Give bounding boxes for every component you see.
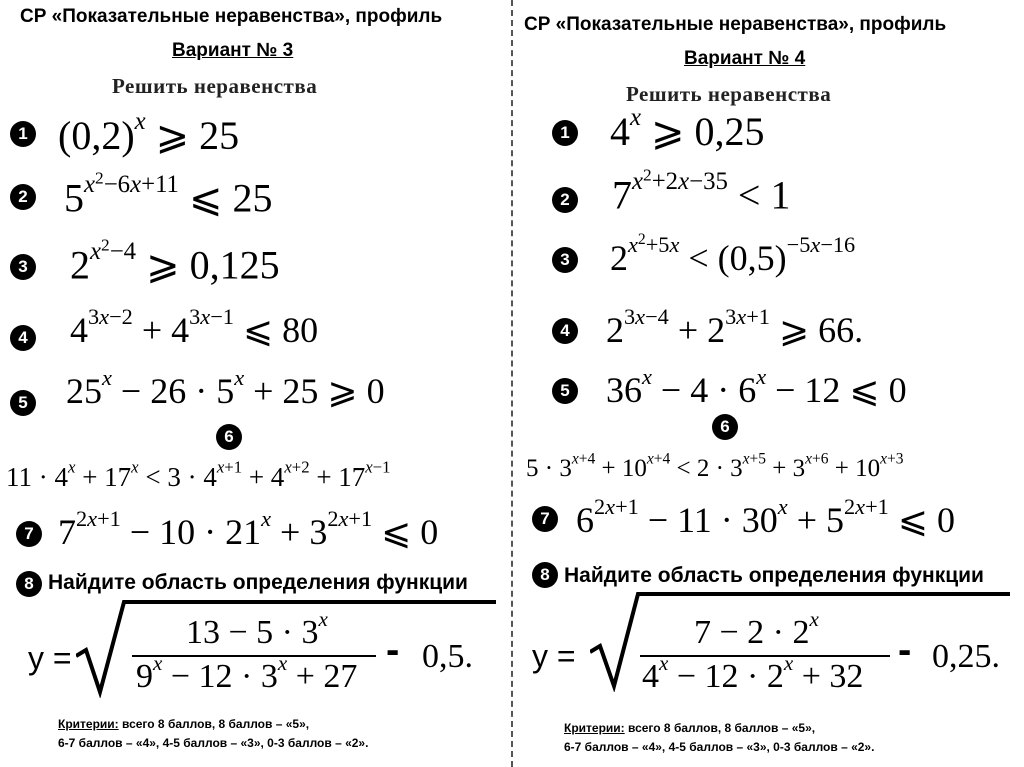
- variant-3-column: [0, 0, 510, 767]
- task-number-7: 7: [532, 506, 558, 532]
- function-formula: [514, 592, 1024, 695]
- task-8-text: Найдите область определения функции: [564, 564, 984, 587]
- minus-sign: -: [898, 628, 912, 672]
- constant-term: 0,25.: [932, 638, 1000, 675]
- y-equals: y =: [28, 640, 72, 676]
- task-4-inequality: $2^{3x-4} + 2^{3x+1}$ ⩾ 66.: [606, 304, 864, 350]
- criteria-line-1: всего 8 баллов, 8 баллов – «5»,: [118, 717, 310, 731]
- instruction-heading: Решить неравенства: [626, 82, 832, 106]
- fraction-numerator: $7 - 2 \cdot 2^x$: [694, 607, 819, 651]
- task-number-7: 7: [16, 521, 42, 547]
- worksheet-title: СР «Показательные неравенства», профиль: [524, 14, 947, 35]
- function-formula: [0, 600, 500, 700]
- task-5-inequality: $36^x - 4 \cdot 6^x - 12$ ⩽ 0: [606, 364, 907, 410]
- fraction-denominator: $9^x - 12 \cdot 3^x + 27$: [136, 651, 358, 695]
- task-number-2: 2: [552, 187, 578, 213]
- task-number-6: 6: [216, 424, 242, 450]
- instruction-heading: Решить неравенства: [112, 74, 318, 98]
- task-1-inequality: $(0,2)^x$ ⩾ 25: [58, 108, 240, 158]
- constant-term: 0,5.: [422, 638, 473, 675]
- criteria-line-2: 6-7 баллов – «4», 4-5 баллов – «3», 0-3 баллов – «2».: [58, 736, 369, 750]
- task-number-1: 1: [10, 121, 36, 147]
- task-7-inequality: $7^{2x+1} - 10 \cdot 21^x + 3^{2x+1}$ ⩽ 0: [58, 506, 439, 552]
- task-3-inequality: $2^{x^2-4}$ ⩾ 0,125: [70, 235, 280, 288]
- task-7-inequality: $6^{2x+1} - 11 \cdot 30^x + 5^{2x+1}$ ⩽ 0: [576, 494, 955, 540]
- task-1-inequality: 4$^x$ ⩾ 0,25: [610, 104, 765, 154]
- fraction-numerator: $13 - 5 \cdot 3^x$: [186, 607, 328, 651]
- fraction-denominator: $4^x - 12 \cdot 2^x + 32$: [642, 651, 864, 695]
- variant-4-column: [514, 0, 1024, 767]
- task-8-text: Найдите область определения функции: [48, 571, 468, 594]
- column-divider: [511, 0, 513, 767]
- task-number-6: 6: [712, 414, 738, 440]
- task-number-8: 8: [532, 562, 558, 588]
- task-number-2: 2: [10, 184, 36, 210]
- task-4-inequality: $4^{3x-2} + 4^{3x-1}$ ⩽ 80: [70, 304, 319, 350]
- task-6-inequality: $5 \cdot 3^{x+4} + 10^{x+4} < 2 \cdot 3^{x+5} + 3^{x+6} + 10^{x+3}$: [526, 450, 904, 482]
- task-number-4: 4: [552, 318, 578, 344]
- criteria-line-1: всего 8 баллов, 8 баллов – «5»,: [624, 721, 816, 735]
- task-5-inequality: $25^x - 26 \cdot 5^x + 25$ ⩾ 0: [66, 365, 385, 411]
- fraction-bar: [132, 655, 376, 657]
- task-number-4: 4: [10, 325, 36, 351]
- y-equals: y =: [532, 638, 576, 674]
- task-3-inequality: $2^{x^2+5x} < (0,5)^{-5x-16}$: [610, 231, 856, 278]
- task-number-1: 1: [552, 120, 578, 146]
- variant-label: Вариант № 3: [172, 40, 294, 61]
- task-number-5: 5: [552, 378, 578, 404]
- criteria-label: Критерии:: [564, 721, 625, 735]
- task-2-inequality: $5^{x^2-6x+11}$ ⩽ 25: [64, 168, 273, 221]
- task-number-3: 3: [552, 247, 578, 273]
- minus-sign: -: [386, 628, 400, 672]
- variant-label: Вариант № 4: [684, 48, 806, 69]
- grading-criteria: [564, 719, 874, 757]
- task-number-5: 5: [10, 390, 36, 416]
- grading-criteria: [58, 715, 368, 753]
- task-number-8: 8: [16, 571, 42, 597]
- fraction-bar: [640, 655, 890, 657]
- criteria-label: Критерии:: [58, 717, 119, 731]
- worksheet-title: СР «Показательные неравенства», профиль: [20, 6, 443, 27]
- task-2-inequality: $7^{x^2+2x-35} < 1$: [612, 165, 791, 218]
- criteria-line-2: 6-7 баллов – «4», 4-5 баллов – «3», 0-3 баллов – «2».: [564, 740, 875, 754]
- task-6-inequality: $11 \cdot 4^x + 17^x < 3 \cdot 4^{x+1} + 4^{x+2} + 17^{x-1}$: [6, 457, 391, 492]
- task-number-3: 3: [10, 254, 36, 280]
